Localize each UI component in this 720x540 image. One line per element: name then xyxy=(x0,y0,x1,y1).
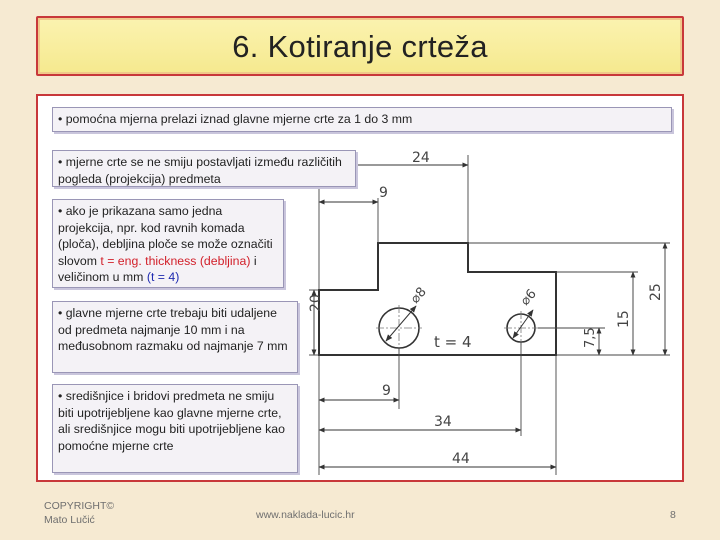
thickness-label: t = 4 xyxy=(434,333,472,351)
bullet-4 xyxy=(52,301,298,373)
bullet-4-text: • glavne mjerne crte trebaju biti udaljene od predmeta najmanje 10 mm i na međusobnom razmaku od najmanje 7 mm xyxy=(58,306,288,354)
bullet-2-text: • mjerne crte se ne smiju postavljati između različitih pogleda (projekcija) predmeta xyxy=(58,155,342,186)
website-link[interactable]: www.naklada-lucic.hr xyxy=(256,509,355,521)
hole-large-icon xyxy=(376,305,422,351)
dim-24-label: 24 xyxy=(412,150,430,166)
bullet-5-text: • središnjice i bridovi predmeta ne smiju biti upotrijebljene kao glavne mjerne crte, ali središnjice mogu biti upotrijebljene kao pomoćne mjerne crte xyxy=(58,389,285,453)
dim-9-bottom-label: 9 xyxy=(382,383,391,399)
bullet-3-text: • ako je prikazana samo jedna projekcija, npr. kod ravnih komada (ploča), debljina ploče se može označiti slovom xyxy=(58,204,273,268)
dim-25-label: 25 xyxy=(648,283,664,301)
dim-9-top-label: 9 xyxy=(379,185,388,201)
page-number: 8 xyxy=(670,509,676,521)
bullet-3 xyxy=(52,199,284,288)
dim-15-label: 15 xyxy=(616,310,632,328)
bullet-2 xyxy=(52,150,356,187)
copyright-line-1: COPYRIGHT© xyxy=(44,500,115,512)
hole-small-icon xyxy=(504,310,538,345)
bullet-3-thickness-term: t = eng. thickness (debljina) xyxy=(100,253,251,268)
copyright xyxy=(44,499,114,527)
content-panel xyxy=(36,94,684,482)
bullet-3-text-2: i veličinom u mm xyxy=(58,253,257,285)
bullet-5 xyxy=(52,384,298,473)
copyright-line-2: Mato Lučić xyxy=(44,514,95,526)
slide-title: 6. Kotiranje crteža xyxy=(232,29,488,64)
bullet-1 xyxy=(52,107,672,132)
dim-7-5-label: 7,5 xyxy=(583,327,598,348)
hole-small-label: ⌀6 xyxy=(517,286,540,309)
title-box xyxy=(36,16,684,76)
dim-34-label: 34 xyxy=(434,414,452,430)
dim-44-label: 44 xyxy=(452,451,470,467)
hole-large-label: ⌀8 xyxy=(407,284,430,307)
dim-20-label: 20 xyxy=(308,294,324,312)
bullet-3-thickness-value: (t = 4) xyxy=(146,270,180,285)
bullet-1-text: • pomoćna mjerna prelazi iznad glavne mjerne crte za 1 do 3 mm xyxy=(58,112,413,126)
